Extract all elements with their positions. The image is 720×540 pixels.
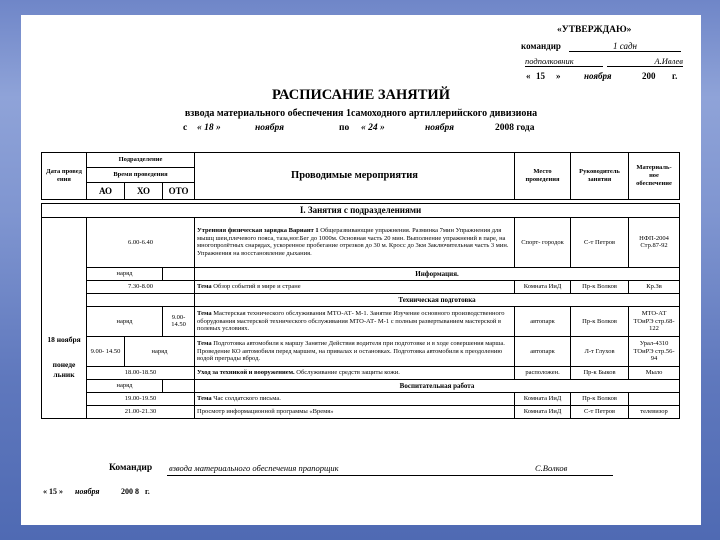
table-row <box>42 267 680 280</box>
row-activity-bold: Тема <box>197 283 212 290</box>
row-activity-bold: Тема <box>197 309 212 317</box>
footer-commander-name: С.Волков <box>535 463 568 473</box>
table-row <box>42 280 680 293</box>
table-row <box>42 306 680 336</box>
approval-date-year: 200 <box>642 71 656 81</box>
row-tech-title: Техническая подготовка <box>195 293 680 306</box>
footer-commander-text: взвода материального обеспечения прапорщик <box>169 463 339 473</box>
schedule-sheet <box>21 15 701 525</box>
row-activity <box>195 392 515 405</box>
row-time: 6.00-6.40 <box>87 217 195 267</box>
row-time: 7.30-8.00 <box>87 280 195 293</box>
row-leader: С-т Петров <box>571 217 629 267</box>
period-from-day: « 18 » <box>197 123 221 133</box>
header-activities: Проводимые мероприятия <box>195 153 515 200</box>
row-place: расположен. <box>515 366 571 379</box>
row-edu-title: Воспитательная работа <box>195 379 680 392</box>
period-to-day: « 24 » <box>361 123 385 133</box>
header-oto: ОТО <box>163 183 195 200</box>
row-activity-bold: Утренняя физическая зарядка Вариант 1 <box>197 226 319 234</box>
header-material: Материаль- ное обеспечение <box>629 153 680 200</box>
row-place: автопарк <box>515 336 571 366</box>
row-place: Комната ИиД <box>515 280 571 293</box>
page-title: РАСПИСАНИЕ ЗАНЯТИЙ <box>272 87 450 103</box>
header-time: Время проведения <box>87 168 195 183</box>
row-time: наряд <box>87 379 163 392</box>
row-material: Мыло <box>629 366 680 379</box>
approval-date-day: 15 <box>536 71 545 81</box>
row-activity <box>195 336 515 366</box>
row-activity-text: Обслуживание средств защиты кожи. <box>294 369 400 376</box>
table-row <box>42 366 680 379</box>
row-leader: Л-т Глухов <box>571 336 629 366</box>
row-activity-bold: Тема <box>197 339 212 347</box>
header-ao: АО <box>87 183 125 200</box>
approval-commander-label: командир <box>521 41 561 51</box>
table-row <box>42 293 680 306</box>
row-leader: Пр-к Волков <box>571 280 629 293</box>
row-place: Комната ИиД <box>515 405 571 418</box>
row-activity <box>195 280 515 293</box>
date-day-1: 18 ноября <box>47 335 81 345</box>
approval-name: А.Ивлев <box>607 56 683 67</box>
footer-commander-label: Командир <box>109 463 153 473</box>
row-activity-text: Мастерская технического обслуживания МТО-АТ- М-1. Занятие Изучение основного производственного оборудования мастерской технического обслуживания МТО-АТ- М-1 с полным развертыванием мастерской в полевых условиях. <box>197 309 505 333</box>
header-place: Место проведения <box>515 153 571 200</box>
row-time: наряд <box>87 306 163 336</box>
footer-date-day: « 15 » <box>43 487 63 496</box>
section-title: I. Занятия с подразделениями <box>42 204 680 218</box>
footer-date-year: 200 8 <box>121 487 139 496</box>
approval-date-close: » <box>556 71 561 81</box>
row-activity <box>195 217 515 267</box>
row-activity-text: Общеразвивающие упражнения. Разминка 7мин Упражнения для мышц шеи,плечевого пояса, таза,ног.Бег до 1000м. Основная часть 20 мин. Выполнение упражнений в паре, на многопролётных снарядах, ускоренное пробегание отрезков до 30 м. Кросс до 3км Заключительная часть 3 мин. Упражнения на восстановление дыхания. <box>197 226 509 258</box>
period-year: 2008 года <box>495 123 535 133</box>
table-row <box>42 217 680 267</box>
date-day-2: понеде льник <box>52 360 76 379</box>
row-leader: Пр-к Быков <box>571 366 629 379</box>
date-cell <box>42 217 87 418</box>
footer-date-month: ноября <box>75 487 100 496</box>
row-material <box>629 392 680 405</box>
row-time: наряд <box>87 267 163 280</box>
period-from-label: с <box>183 123 188 133</box>
table-row <box>42 379 680 392</box>
row-activity-text: Подготовка автомобиля к маршу Занятие Действия водителя при подготовке и в ходе совершения марша. Проведение КО автомобиля перед маршем, на привалах и остановках. Подготовка автомобиля к преодолению водой преграды вброд. <box>197 339 505 363</box>
row-activity-bold: Уход за техникой и вооружением. <box>197 369 295 376</box>
approval-date-month: ноября <box>584 71 612 81</box>
footer-commander-line <box>167 463 613 476</box>
period-to-month: ноября <box>425 123 455 133</box>
row-activity: Просмотр информационной программы «Время» <box>195 405 515 418</box>
row-activity-text: Обзор событий в мире и стране <box>211 283 301 290</box>
row-info-title: Информация. <box>195 267 680 280</box>
approval-date-suffix: г. <box>672 71 678 81</box>
row-time: 19.00-19.50 <box>87 392 195 405</box>
page-subtitle: взвода материального обеспечения 1самоходного артиллерийского дивизиона <box>184 108 538 119</box>
row-material: НФП-2004 Стр.87-92 <box>629 217 680 267</box>
row-activity <box>195 366 515 379</box>
header-date: Дата провед ения <box>42 153 87 200</box>
row-leader: С-т Петров <box>571 405 629 418</box>
period-from-month: ноября <box>255 123 285 133</box>
table-row <box>42 405 680 418</box>
approval-date-open: « <box>526 71 531 81</box>
row-place: Комната ИиД <box>515 392 571 405</box>
approval-rank: подполковник <box>525 56 603 67</box>
header-ho: ХО <box>125 183 163 200</box>
row-activity-text: Час солдатского письма. <box>211 395 281 402</box>
row-material: Кр.Зв <box>629 280 680 293</box>
row-place: автопарк <box>515 306 571 336</box>
row-time <box>87 293 195 306</box>
row-material: МТО-АТ ТОиРЭ стр.68-122 <box>629 306 680 336</box>
row-time: 21.00-21.30 <box>87 405 195 418</box>
row-activity-bold: Тема <box>197 395 212 402</box>
header-leader: Руководитель занятия <box>571 153 629 200</box>
row-activity <box>195 306 515 336</box>
schedule-table <box>41 152 680 419</box>
approval-title: «УТВЕРЖДАЮ» <box>557 25 632 35</box>
row-leader: Пр-к Волков <box>571 306 629 336</box>
row-place: Спорт- городок <box>515 217 571 267</box>
table-row <box>42 392 680 405</box>
row-time: 18.00-18.50 <box>87 366 195 379</box>
table-row <box>42 336 680 366</box>
row-material: телевизор <box>629 405 680 418</box>
row-time: наряд <box>125 336 195 366</box>
row-time-extra: 9.00- 14.50 <box>87 336 125 366</box>
row-time-extra: 9.00- 14.50 <box>163 306 195 336</box>
header-subdivision: Подразделение <box>87 153 195 168</box>
approval-commander-unit: 1 садн <box>569 41 681 52</box>
footer-date-suffix: г. <box>145 487 150 496</box>
period-to-label: по <box>339 123 350 133</box>
row-material: Урал-4310 ТОиРЭ стр.56-94 <box>629 336 680 366</box>
row-leader: Пр-к Волков <box>571 392 629 405</box>
